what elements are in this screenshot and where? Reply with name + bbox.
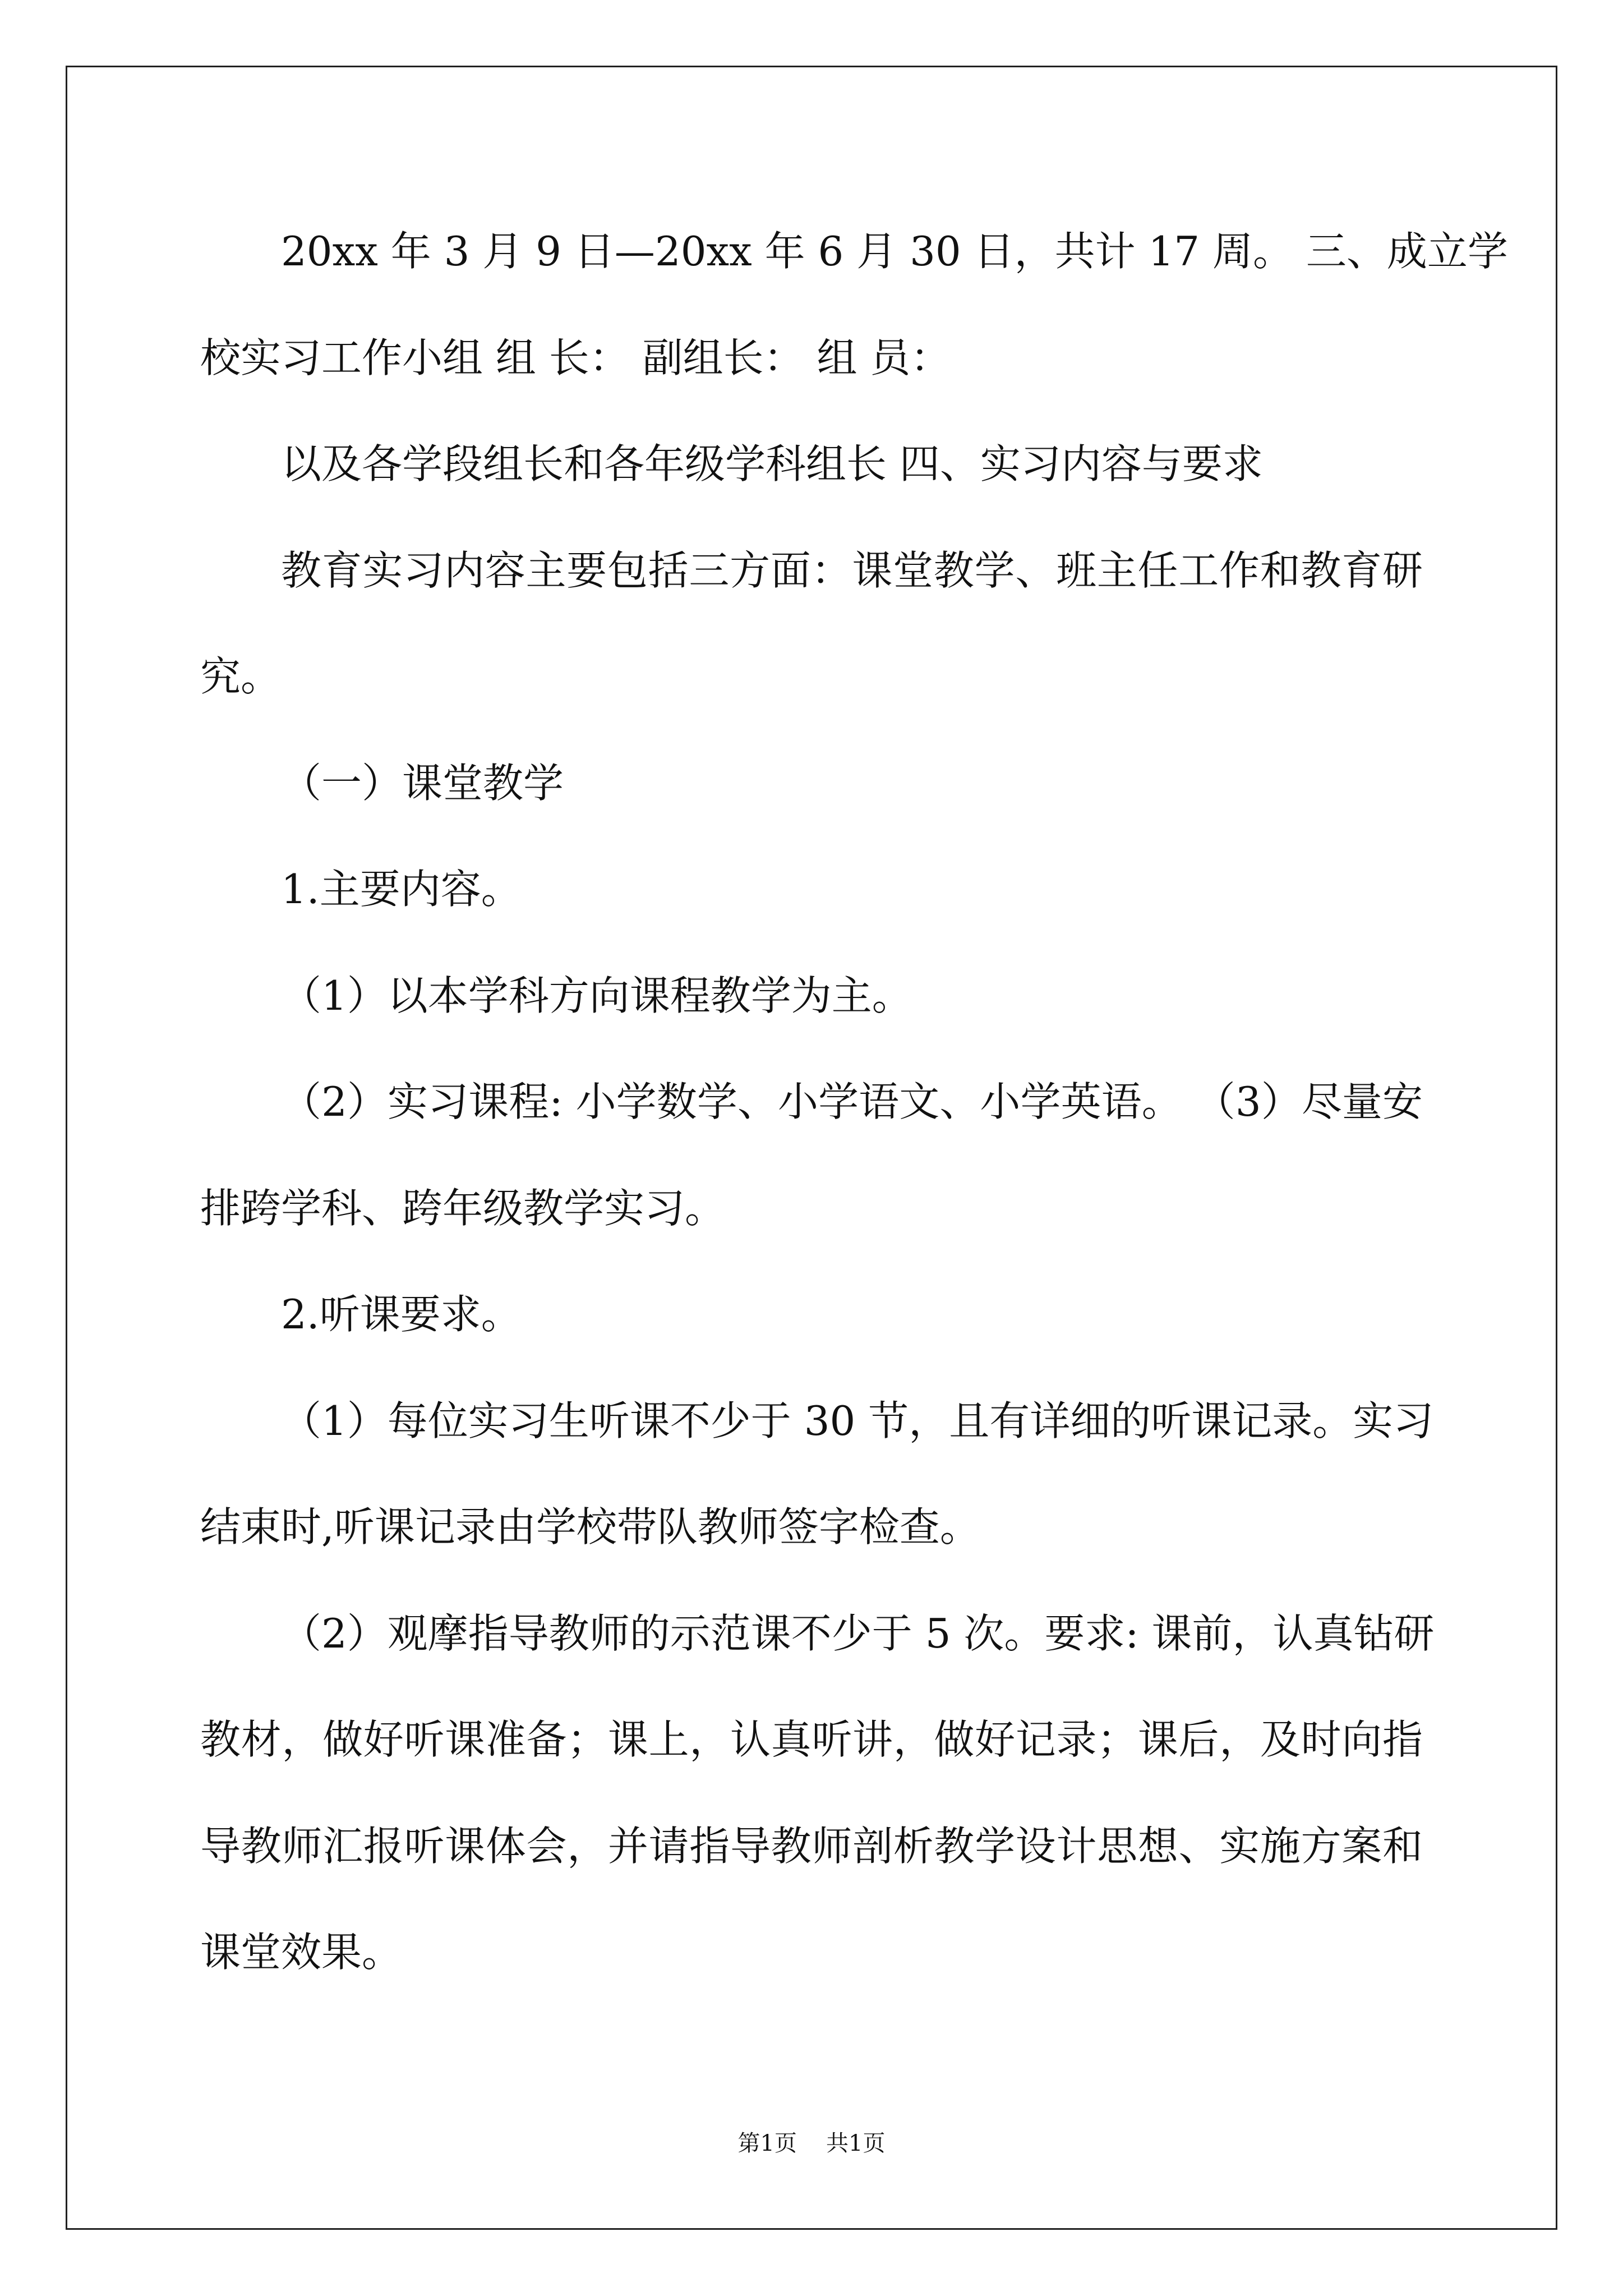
paragraph-line: 排跨学科、跨年级教学实习。 xyxy=(200,1184,726,1232)
paragraph-line: 2.听课要求。 xyxy=(281,1291,522,1338)
paragraph-line: 结束时,听课记录由学校带队教师签字检查。 xyxy=(200,1503,980,1550)
paragraph-line: 以及各学段组长和各年级学科组长 四、实习内容与要求 xyxy=(281,440,1263,487)
page-total: 共1页 xyxy=(826,2131,886,2156)
paragraph-line: 导教师汇报听课体会，并请指导教师剖析教学设计思想、实施方案和 xyxy=(200,1822,1423,1870)
paragraph xyxy=(200,1368,1434,1581)
document-body xyxy=(200,199,1508,2006)
subsection-heading xyxy=(200,1262,1423,1368)
page-footer xyxy=(0,2129,1623,2157)
paragraph xyxy=(200,943,1423,1050)
subsection-heading xyxy=(200,836,1423,943)
paragraph-line: （1）以本学科方向课程教学为主。 xyxy=(281,972,912,1019)
page-number: 第1页 xyxy=(737,2131,797,2156)
paragraph xyxy=(200,411,1423,518)
paragraph-line: （2）实习课程: 小学数学、小学语文、小学英语。 （3）尽量安 xyxy=(281,1078,1423,1125)
paragraph-line: （1）每位实习生听课不少于 30 节，且有详细的听课记录。实习 xyxy=(281,1397,1434,1444)
section-heading xyxy=(200,730,1423,837)
paragraph-line: 20xx 年 3 月 9 日—20xx 年 6 月 30 日，共计 17 周。 三、成立学 xyxy=(281,228,1508,275)
paragraph xyxy=(200,1049,1423,1262)
paragraph-line: （2）观摩指导教师的示范课不少于 5 次。要求: 课前，认真钻研 xyxy=(281,1609,1435,1657)
paragraph-line: 校实习工作小组 组 长： 副组长： 组 员： xyxy=(200,334,951,381)
paragraph xyxy=(200,1581,1435,2006)
paragraph xyxy=(200,199,1508,411)
paragraph-line: 1.主要内容。 xyxy=(281,866,522,913)
paragraph xyxy=(200,518,1423,730)
paragraph-line: 教材，做好听课准备；课上，认真听讲，做好记录；课后，及时向指 xyxy=(200,1716,1423,1763)
paragraph-line: 课堂效果。 xyxy=(200,1929,403,1976)
paragraph-line: 教育实习内容主要包括三方面：课堂教学、班主任工作和教育研 xyxy=(281,546,1423,594)
paragraph-line: （一）课堂教学 xyxy=(281,759,564,807)
paragraph-line: 究。 xyxy=(200,653,282,700)
